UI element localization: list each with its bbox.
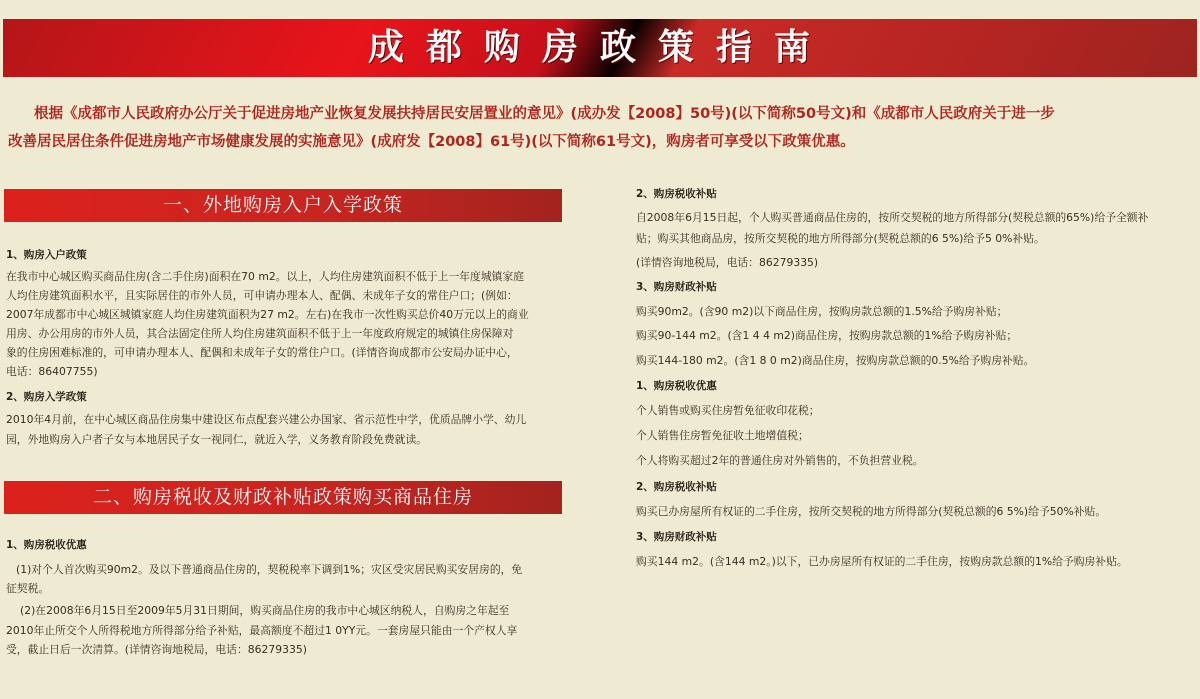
- intro-line: 改善居民居住条件促进房地产市场健康发展的实施意见》(成府发【2008】61号)(以下简称61号文)，购房者可享受以下政策优惠。: [8, 134, 855, 150]
- subheading: 2、购房税收补贴: [636, 481, 717, 493]
- text-line: 购买144 m2。(含144 m2。)以下，已办房屋所有权证的二手住房，按购房款总额的1%给予购房补贴。: [636, 555, 1128, 568]
- subheading: 1、购房税收优惠: [636, 380, 717, 392]
- intro-line: 根据《成都市人民政府办公厅关于促进房地产业恢复发展扶持居民安居置业的意见》(成办发【2008】50号)(以下简称50号文)和《成都市人民政府关于进一步: [34, 106, 1055, 122]
- subheading: 2、购房入学政策: [6, 391, 87, 403]
- text-line: 在我市中心城区购买商品住房(含二手住房)面积在70 m2。以上，人均住房建筑面积不低于上一年度城镇家庭: [6, 270, 525, 283]
- text-line: 个人销售住房暂免征收土地增值税；: [636, 429, 809, 442]
- page-title: 成都购房政策指南: [367, 27, 832, 68]
- subheading: 1、购房入户政策: [6, 249, 87, 261]
- text-line: 人均住房建筑面积水平，且实际居住的市外人员，可申请办理本人、配偶、未成年子女的常住户口；(例如：: [6, 289, 518, 302]
- text-line: (详情咨询地税局，电话：86279335): [636, 256, 819, 269]
- text-line: 2007年成都市中心城区城镇家庭人均住房建筑面积为27 m2。左右)在我市一次性购买总价40万元以上的商业: [6, 308, 529, 321]
- text-line: 个人销售或购买住房暂免征收印花税；: [636, 404, 820, 417]
- intro-paragraph: [8, 100, 1196, 156]
- text-line: 园，外地购房入户者子女与本地居民子女一视同仁，就近入学，义务教育阶段免费就读。: [6, 433, 428, 446]
- subheading: 2、购房税收补贴: [636, 188, 717, 200]
- section2-heading: 二、购房税收及财政补贴政策购买商品住房: [4, 481, 562, 514]
- text-line: 征契税。: [6, 582, 50, 595]
- text-line: 电话：86407755): [6, 365, 98, 378]
- subheading: 3、购房财政补贴: [636, 281, 717, 293]
- text-line: 购买90m2。(含90 m2)以下商品住房，按购房款总额的1.5%给予购房补贴；: [636, 305, 1008, 318]
- subheading: 1、购房税收优惠: [6, 539, 87, 551]
- text-line: 贴；购买其他商品房，按所交契税的地方所得部分(契税总额的6 5%)给予5 0%补贴。: [636, 232, 1045, 245]
- text-line: 购买已办房屋所有权证的二手住房，按所交契税的地方所得部分(契税总额的6 5%)给予50%补贴。: [636, 505, 1107, 518]
- text-line: 用房、办公用房的市外人员，其合法固定住所人均住房建筑面积不低于上一年度政府规定的城镇住房保障对: [6, 327, 514, 340]
- text-line: 2010年4月前，在中心城区商品住房集中建设区布点配套兴建公办国家、省示范性中学，优质品牌小学、幼儿: [6, 413, 527, 426]
- section1-heading: 一、外地购房入户入学政策: [4, 189, 562, 222]
- text-line: 购买144-180 m2。(含1 8 0 m2)商品住房，按购房款总额的0.5%给予购房补贴。: [636, 354, 1035, 367]
- title-banner: [3, 19, 1197, 77]
- text-line: 个人将购买超过2年的普通住房对外销售的，不负担营业税。: [636, 454, 924, 467]
- text-line: 自2008年6月15日起，个人购买普通商品住房的，按所交契税的地方所得部分(契税总额的65%)给予全额补: [636, 211, 1149, 224]
- text-line: (1)对个人首次购买90m2。及以下普通商品住房的，契税税率下调到1%；灾区受灾居民购买安居房的，免: [16, 563, 523, 576]
- text-line: 2010年止所交个人所得税地方所得部分给予补贴，最高额度不超过1 0YY元。一套房屋只能由一个产权人享: [6, 624, 518, 637]
- text-line: (2)在2008年6月15日至2009年5月31日期间，购买商品住房的我市中心城区纳税人，自购房之年起至: [20, 604, 510, 617]
- text-line: 象的住房困难标准的，可申请办理本人、配偶和未成年子女的常住户口。(详情咨询成都市公安局办证中心，: [6, 346, 518, 359]
- text-line: 受，截止日后一次清算。(详情咨询地税局，电话：86279335): [6, 643, 307, 656]
- text-line: 购买90-144 m2。(含1 4 4 m2)商品住房，按购房款总额的1%给予购房补贴；: [636, 329, 1018, 342]
- subheading: 3、购房财政补贴: [636, 531, 717, 543]
